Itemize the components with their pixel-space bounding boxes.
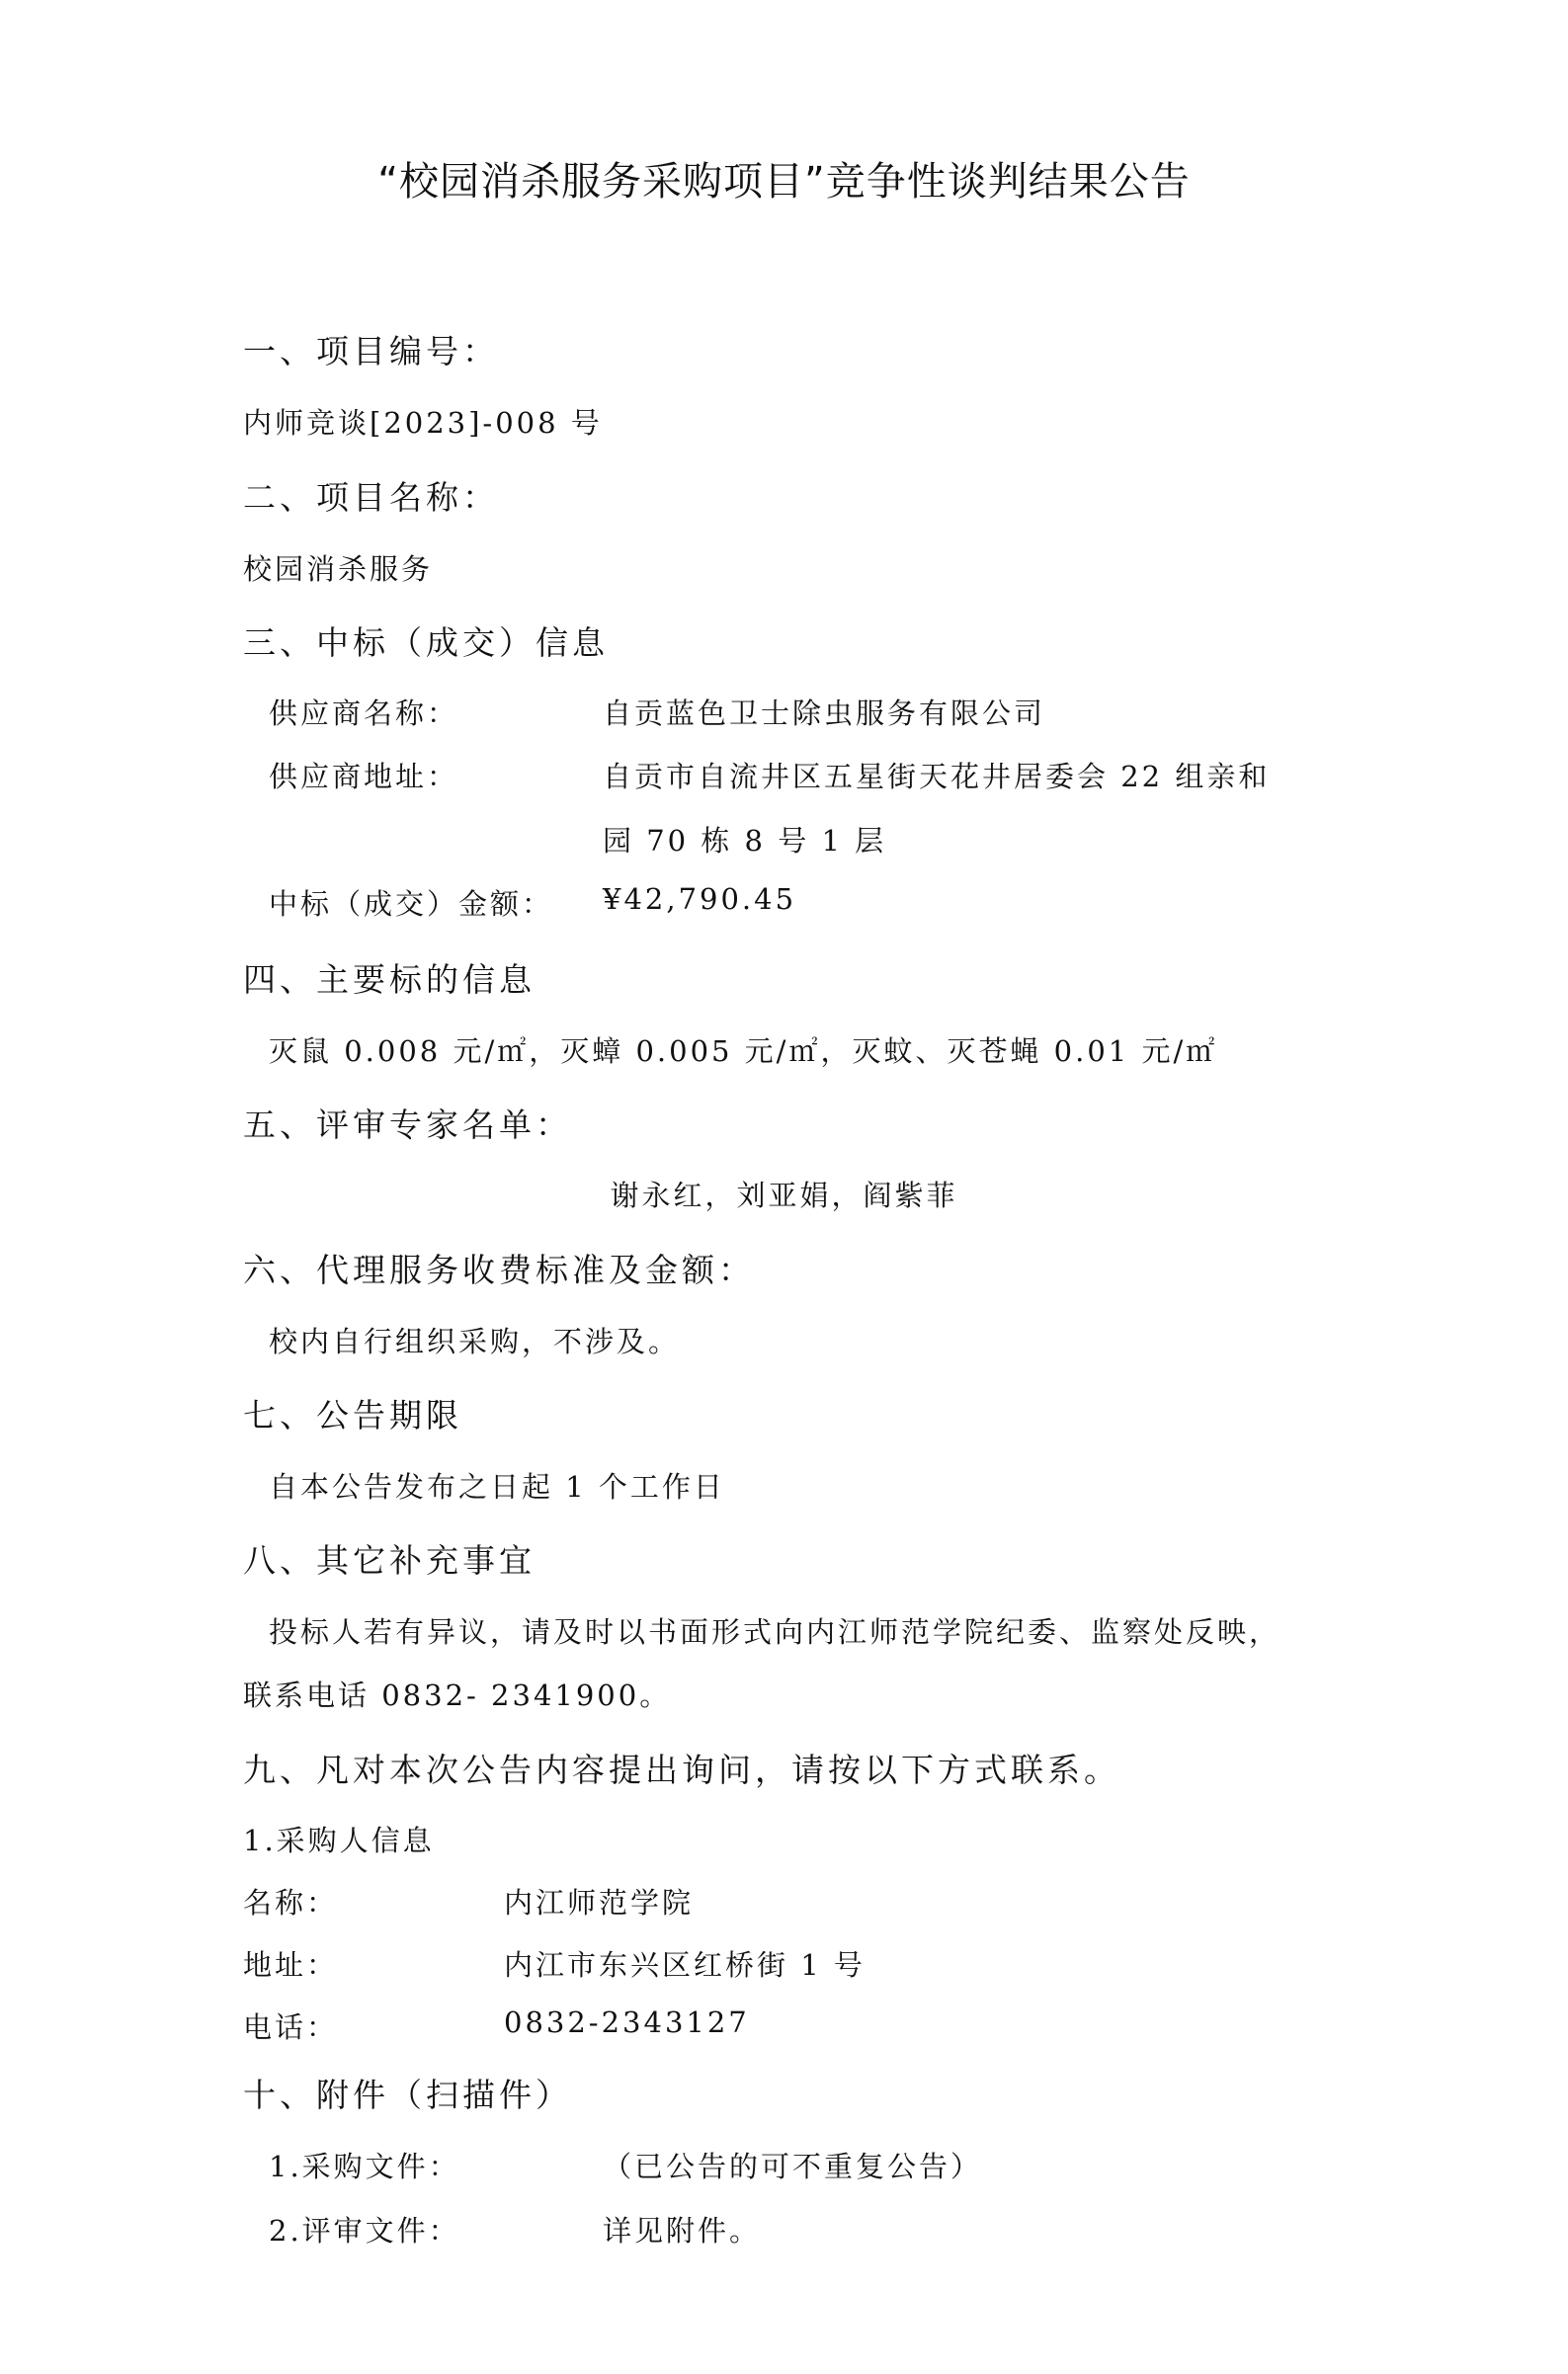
purchaser-address-label: 地址： [243, 1948, 339, 1982]
award-amount-label: 中标（成交）金额： [269, 887, 554, 921]
supplier-name-label: 供应商名称： [269, 696, 459, 730]
page-title: “校园消杀服务采购项目”竞争性谈判结果公告 [377, 159, 1191, 205]
notice-period: 自本公告发布之日起 1 个工作日 [269, 1470, 725, 1504]
purchaser-address: 内江市东兴区红桥街 1 号 [504, 1948, 866, 1982]
award-amount: ¥42,790.45 [603, 882, 797, 916]
purchaser-info-subheading: 1.采购人信息 [243, 1824, 435, 1857]
section-heading-agency-fee: 六、代理服务收费标准及金额： [243, 1251, 755, 1289]
section-heading-attachments: 十、附件（扫描件） [243, 2076, 572, 2114]
project-number: 内师竞谈[2023]-008 号 [243, 406, 603, 440]
supplier-address-label: 供应商地址： [269, 760, 459, 793]
purchaser-name-label: 名称： [243, 1886, 339, 1920]
section-heading-main-subject: 四、主要标的信息 [243, 960, 536, 999]
supplementary-line2: 联系电话 0832- 2341900。 [243, 1678, 672, 1712]
project-name: 校园消杀服务 [243, 552, 434, 586]
supplier-address-line2: 园 70 栋 8 号 1 层 [603, 824, 887, 858]
purchaser-name: 内江师范学院 [504, 1886, 695, 1920]
supplementary-line1: 投标人若有异议，请及时以书面形式向内江师范学院纪委、监察处反映， [269, 1615, 1281, 1649]
attachment-1-label: 1.采购文件： [269, 2150, 460, 2183]
section-heading-contact: 九、凡对本次公告内容提出询问，请按以下方式联系。 [243, 1751, 1120, 1789]
purchaser-phone: 0832-2343127 [504, 2006, 750, 2039]
section-heading-supplementary: 八、其它补充事宜 [243, 1541, 536, 1580]
expert-list: 谢永红，刘亚娟，阎紫菲 [610, 1179, 958, 1212]
supplier-address-line1: 自贡市自流井区五星街天花井居委会 22 组亲和 [603, 760, 1271, 793]
attachment-1-value: （已公告的可不重复公告） [603, 2150, 983, 2183]
purchaser-phone-label: 电话： [243, 2010, 339, 2044]
agency-fee-info: 校内自行组织采购，不涉及。 [269, 1325, 681, 1358]
section-heading-project-number: 一、项目编号： [243, 332, 499, 370]
section-heading-project-name: 二、项目名称： [243, 478, 499, 517]
supplier-name: 自贡蓝色卫士除虫服务有限公司 [603, 696, 1046, 730]
section-heading-award-info: 三、中标（成交）信息 [243, 623, 609, 662]
section-heading-experts: 五、评审专家名单： [243, 1105, 572, 1144]
attachment-2-label: 2.评审文件： [269, 2214, 460, 2248]
section-heading-notice-period: 七、公告期限 [243, 1396, 462, 1434]
main-subject-info: 灭鼠 0.008 元/㎡，灭蟑 0.005 元/㎡，灭蚊、灭苍蝇 0.01 元/㎡ [269, 1034, 1218, 1068]
attachment-2-value: 详见附件。 [603, 2214, 762, 2248]
